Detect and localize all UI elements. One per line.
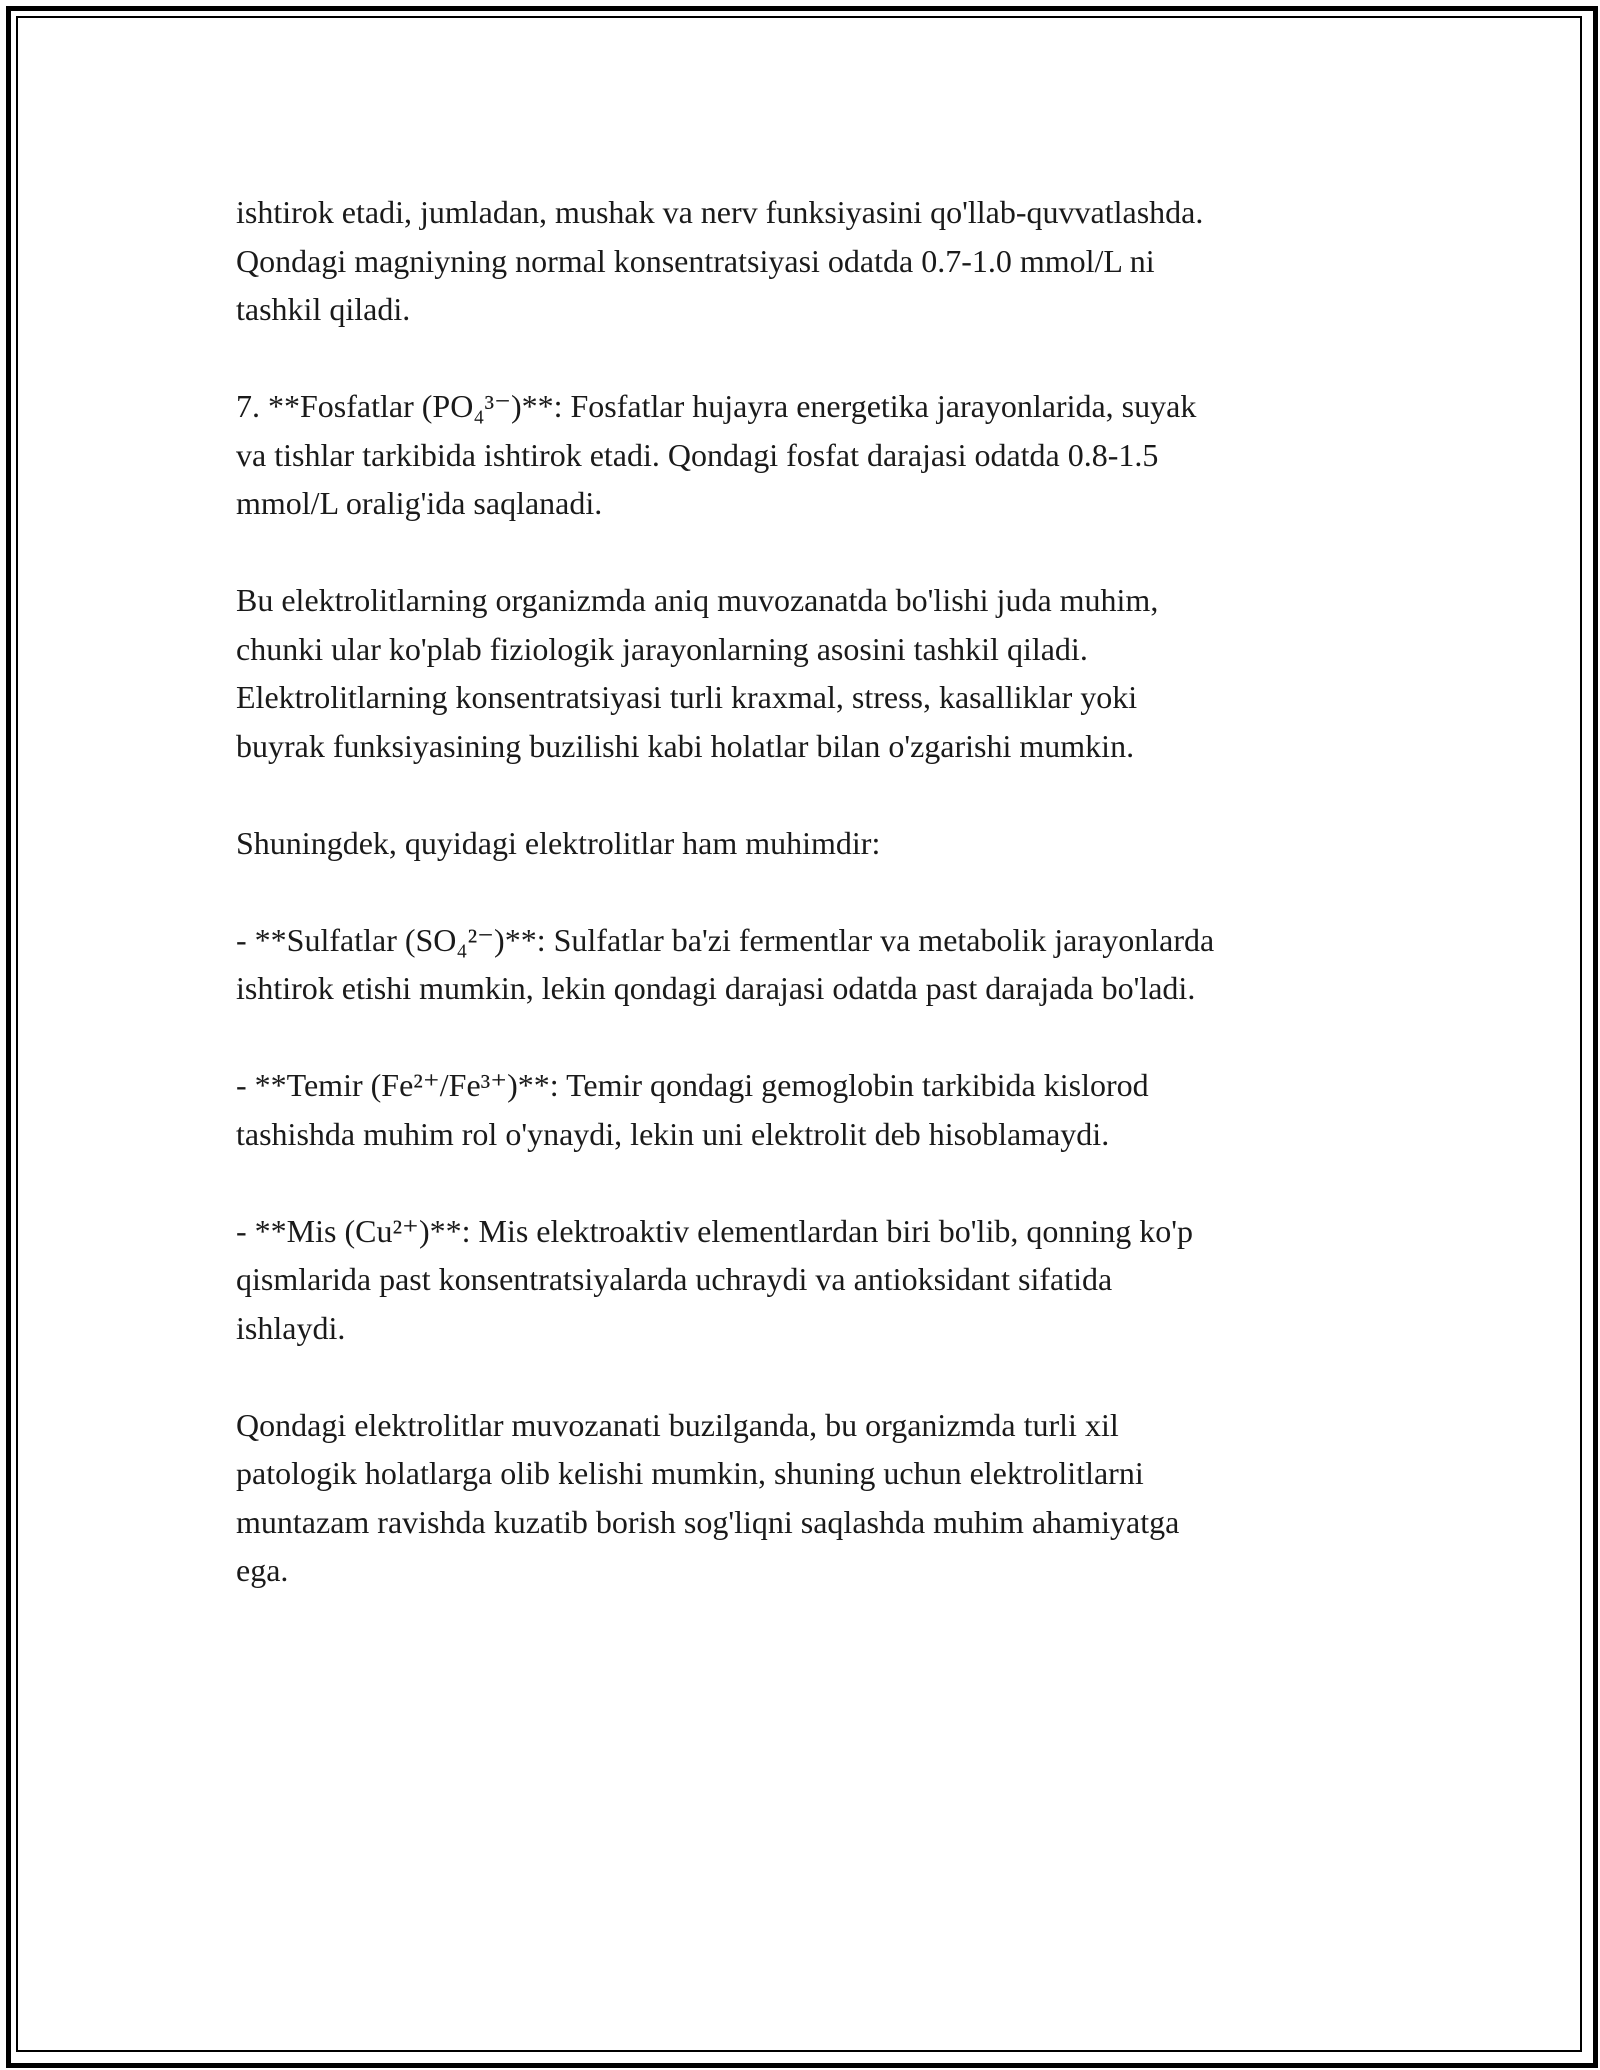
text-line: 7. **Fosfatlar (PO₄³⁻)**: Fosfatlar hujayra energetika jarayonlarida, suyak xyxy=(236,388,1197,424)
text-line: tashishda muhim rol o'ynaydi, lekin uni elektrolit deb hisoblamaydi. xyxy=(236,1115,1110,1152)
text-line: Qondagi elektrolitlar muvozanati buzilganda, bu organizmda turli xil xyxy=(236,1406,1119,1443)
text-line: qismlarida past konsentratsiyalarda uchraydi va antioksidant sifatida xyxy=(236,1261,1113,1297)
text-line: - **Temir (Fe²⁺/Fe³⁺)**: Temir qondagi gemoglobin tarkibida kislorod xyxy=(236,1067,1149,1103)
text-line: ishtirok etadi, jumladan, mushak va nerv funksiyasini qo'llab-quvvatlashda. xyxy=(236,194,1204,230)
text-line: Bu elektrolitlarning organizmda aniq muvozanatda bo'lishi juda muhim, xyxy=(236,582,1159,618)
text-line: va tishlar tarkibida ishtirok etadi. Qondagi fosfat darajasi odatda 0.8-1.5 xyxy=(236,436,1159,473)
text-line: ishlaydi. xyxy=(236,1309,346,1346)
document-body xyxy=(236,188,1366,1595)
paragraph-phosphates xyxy=(236,382,1366,528)
text-line: - **Mis (Cu²⁺)**: Mis elektroaktiv elementlardan biri bo'lib, qonning ko'p xyxy=(236,1212,1193,1249)
paragraph-magnesium-continued xyxy=(236,188,1366,334)
list-item-copper xyxy=(236,1207,1366,1353)
paragraph-conclusion xyxy=(236,1401,1366,1595)
text-line: Shuningdek, quyidagi elektrolitlar ham muhimdir: xyxy=(236,824,881,861)
text-line: tashkil qiladi. xyxy=(236,291,411,327)
paragraph-also-important xyxy=(236,819,1366,868)
text-line: buyrak funksiyasining buzilishi kabi holatlar bilan o'zgarishi mumkin. xyxy=(236,727,1135,764)
list-item-iron xyxy=(236,1061,1366,1158)
text-line: Qondagi magniyning normal konsentratsiyasi odatda 0.7-1.0 mmol/L ni xyxy=(236,242,1155,279)
text-line: chunki ular ko'plab fiziologik jarayonlarning asosini tashkil qiladi. xyxy=(236,630,1088,667)
text-line: Elektrolitlarning konsentratsiyasi turli kraxmal, stress, kasalliklar yoki xyxy=(236,679,1138,715)
text-line: ishtirok etishi mumkin, lekin qondagi darajasi odatda past darajada bo'ladi. xyxy=(236,970,1196,1006)
text-line: - **Sulfatlar (SO₄²⁻)**: Sulfatlar ba'zi fermentlar va metabolik jarayonlarda xyxy=(236,921,1215,958)
text-line: muntazam ravishda kuzatib borish sog'liqni saqlashda muhim ahamiyatga xyxy=(236,1503,1180,1540)
paragraph-balance xyxy=(236,576,1366,770)
list-item-sulfates xyxy=(236,916,1366,1013)
text-line: mmol/L oralig'ida saqlanadi. xyxy=(236,485,603,521)
text-line: ega. xyxy=(236,1552,289,1588)
text-line: patologik holatlarga olib kelishi mumkin, shuning uchun elektrolitlarni xyxy=(236,1455,1144,1491)
